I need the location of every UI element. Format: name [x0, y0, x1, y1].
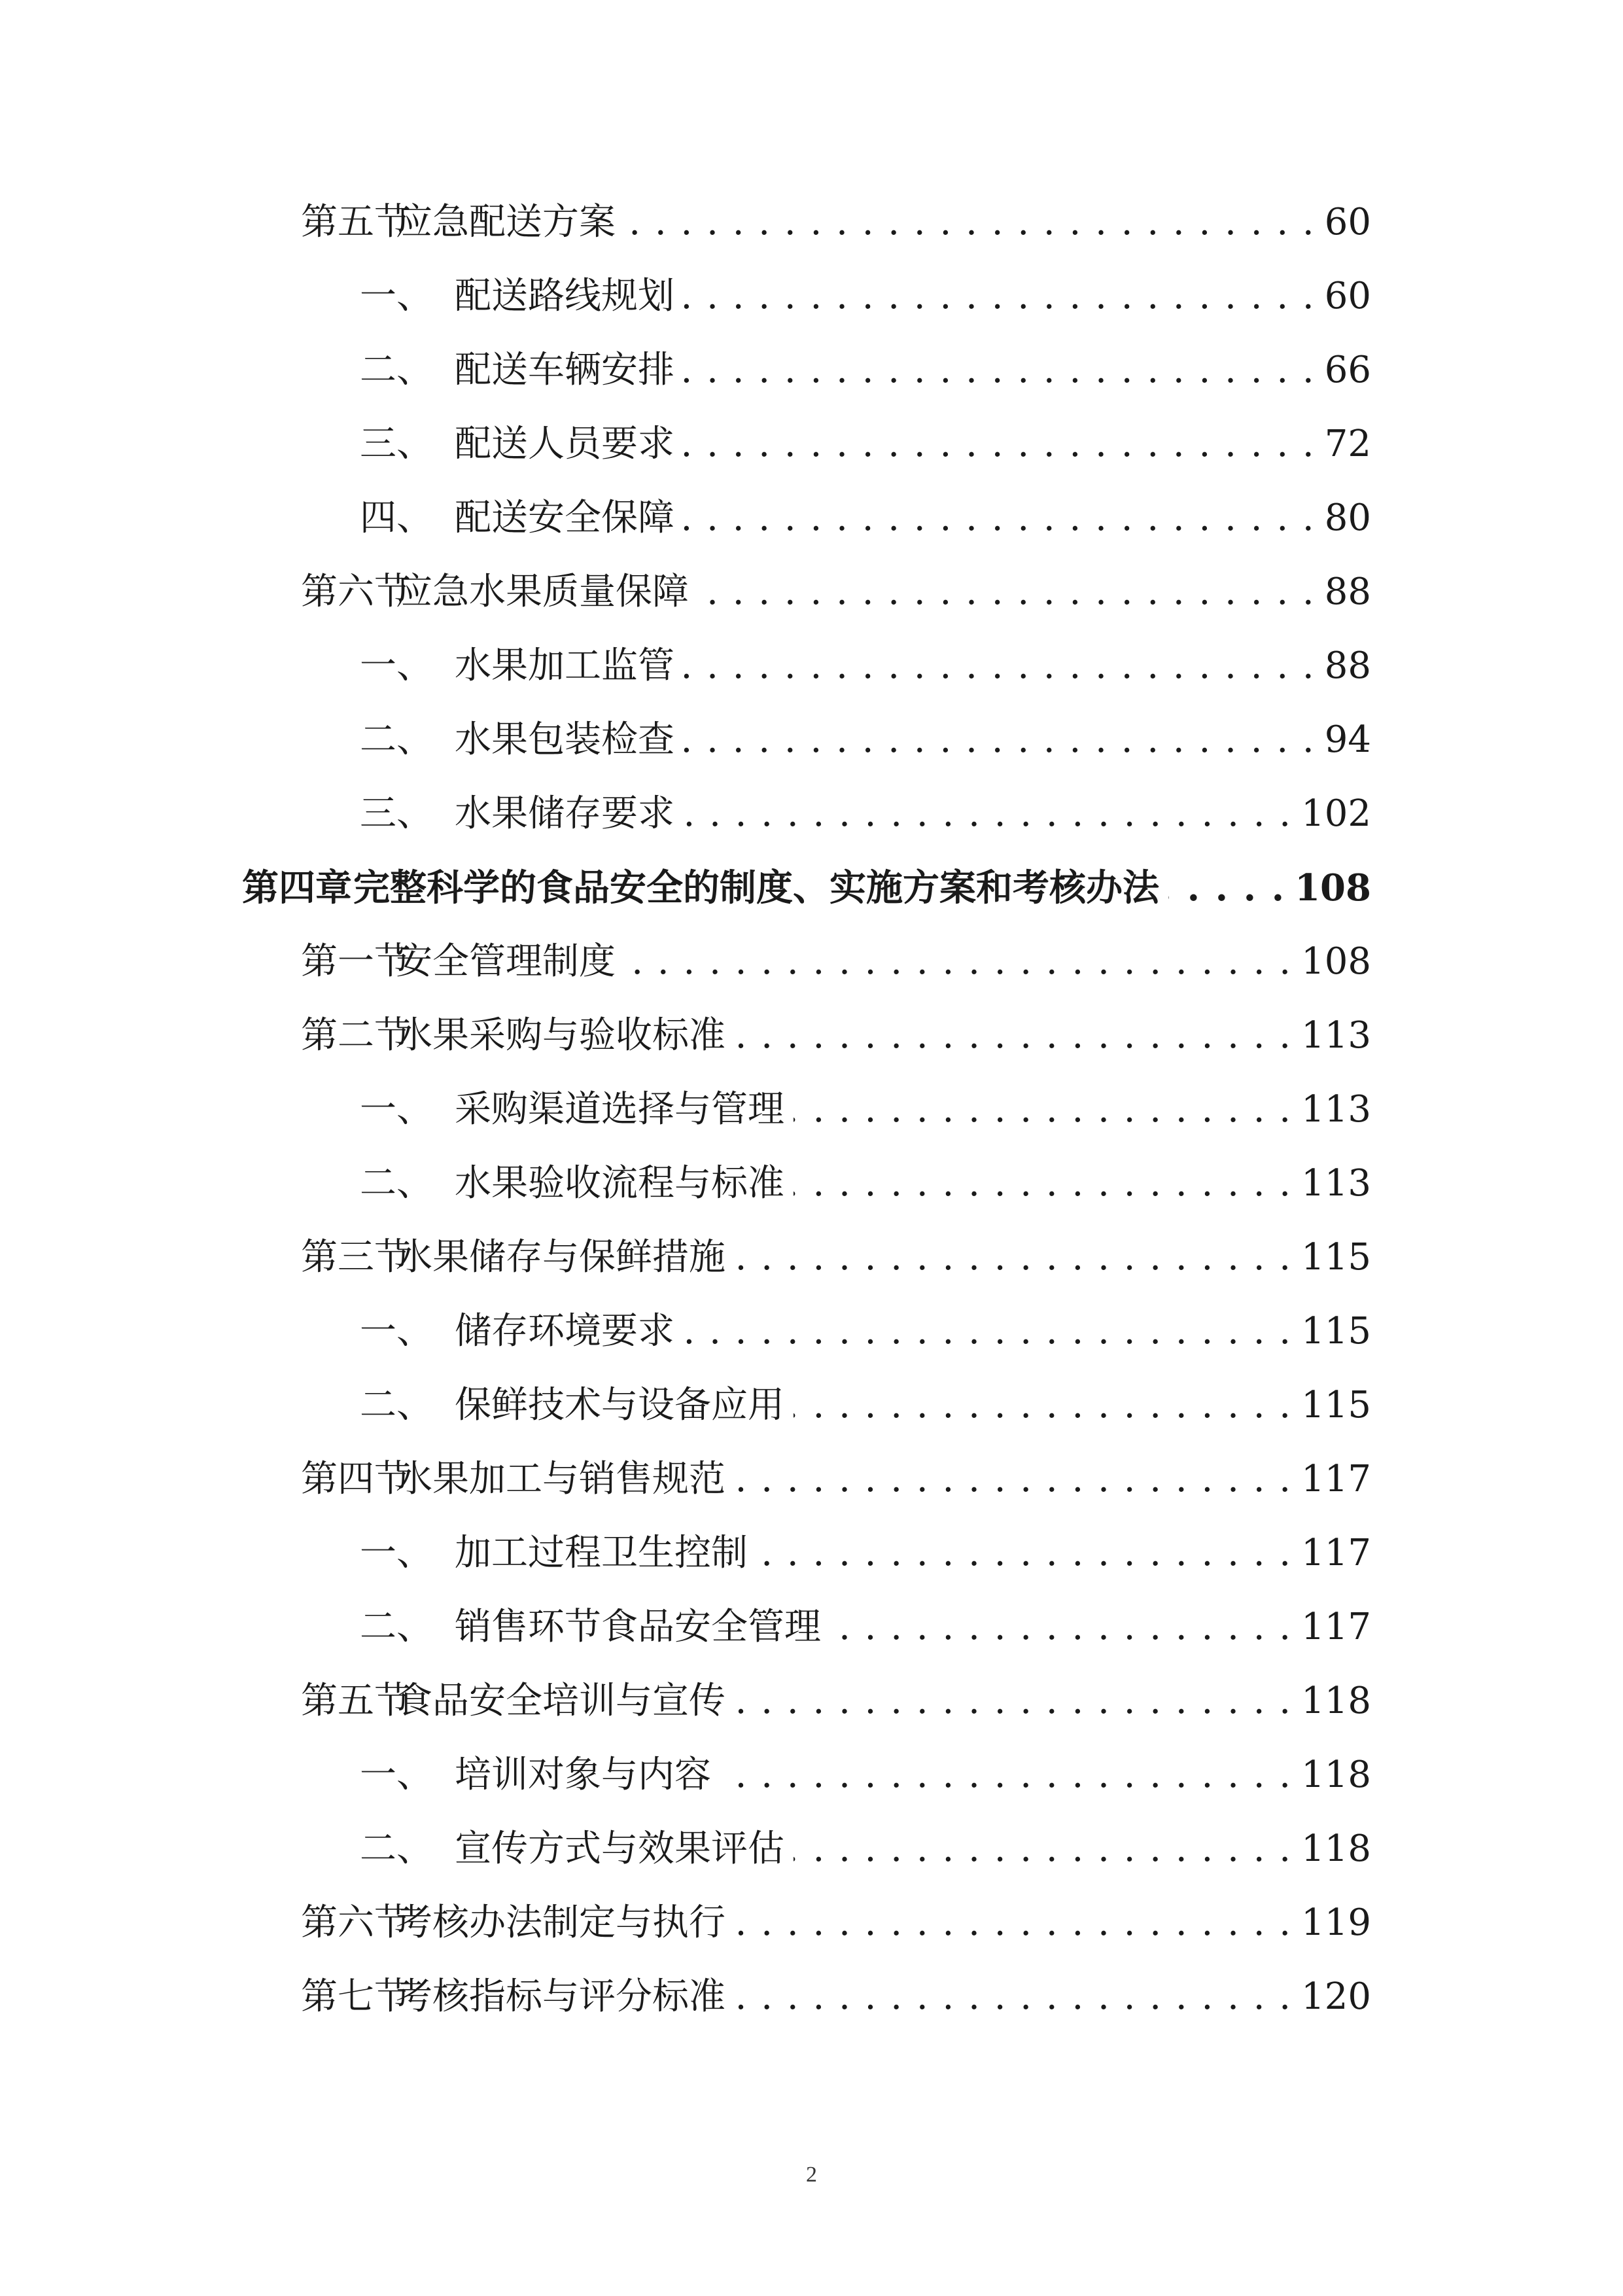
toc-entry-number: 一、 [360, 1754, 433, 1796]
dot-leader [625, 936, 1292, 988]
toc-entry-page: 72 [1324, 423, 1371, 465]
toc-entry-page: 60 [1324, 275, 1371, 317]
dot-leader [757, 1527, 1292, 1580]
toc-entry-page: 108 [1295, 866, 1371, 910]
dot-leader [684, 1305, 1292, 1358]
toc-entry[interactable] [360, 1823, 1371, 1875]
toc-entry-title: 采购渠道选择与管理 [455, 1088, 784, 1131]
toc-entry-number: 第五节 [301, 201, 411, 243]
toc-entry-title: 宣传方式与效果评估 [455, 1828, 784, 1870]
toc-entry-page: 117 [1301, 1532, 1371, 1574]
toc-chapter-entry[interactable] [242, 862, 1371, 914]
toc-entry[interactable] [360, 788, 1371, 840]
toc-entry-number: 第一节 [301, 940, 411, 983]
toc-entry-number: 二、 [360, 1606, 433, 1648]
toc-entry-number: 一、 [360, 1532, 433, 1574]
toc-entry-page: 102 [1301, 792, 1371, 835]
page-number: 2 [806, 2163, 817, 2187]
toc-entry-title: 完整科学的食品安全的制度、实施方案和考核办法 [353, 866, 1159, 910]
toc-entry-title: 水果加工与销售规范 [396, 1458, 725, 1500]
toc-entry-title: 安全管理制度 [396, 940, 616, 983]
toc-entry[interactable] [360, 1084, 1371, 1136]
toc-entry-title: 水果加工监管 [455, 645, 674, 687]
toc-entry-title: 水果验收流程与标准 [455, 1162, 784, 1205]
toc-entry-number: 第六节 [301, 571, 411, 613]
dot-leader [794, 1084, 1292, 1136]
toc-entry[interactable] [360, 1379, 1371, 1432]
toc-entry[interactable] [301, 1010, 1371, 1062]
toc-entry-page: 115 [1301, 1236, 1371, 1279]
toc-entry-number: 一、 [360, 645, 433, 687]
toc-entry-page: 88 [1324, 571, 1371, 613]
toc-entry[interactable] [301, 1897, 1371, 1949]
toc-entry-title: 考核办法制定与执行 [396, 1901, 725, 1944]
dot-leader [684, 788, 1292, 840]
dot-leader [1168, 862, 1285, 914]
toc-entry-page: 113 [1301, 1088, 1371, 1131]
dot-leader [735, 1897, 1292, 1949]
dot-leader [684, 640, 1316, 692]
toc-entry-page: 113 [1301, 1162, 1371, 1205]
toc-entry-number: 一、 [360, 275, 433, 317]
toc-entry-number: 第五节 [301, 1680, 411, 1722]
toc-entry-page: 66 [1324, 349, 1371, 391]
toc-entry-page: 119 [1301, 1901, 1371, 1944]
toc-entry[interactable] [360, 1749, 1371, 1801]
toc-entry-page: 118 [1301, 1754, 1371, 1796]
dot-leader [684, 344, 1316, 397]
dot-leader [735, 1971, 1292, 2023]
toc-entry-number: 第三节 [301, 1236, 411, 1279]
dot-leader [735, 1675, 1292, 1727]
toc-entry-page: 117 [1301, 1458, 1371, 1500]
toc-entry[interactable] [360, 1305, 1371, 1358]
toc-entry-number: 第七节 [301, 1975, 411, 2018]
toc-entry[interactable] [360, 1527, 1371, 1580]
dot-leader [684, 492, 1316, 544]
dot-leader [794, 1379, 1292, 1432]
toc-entry[interactable] [360, 640, 1371, 692]
dot-leader [830, 1601, 1292, 1653]
toc-entry[interactable] [301, 1675, 1371, 1727]
toc-entry[interactable] [301, 1453, 1371, 1506]
dot-leader [794, 1823, 1292, 1875]
toc-entry-title: 配送人员要求 [455, 423, 674, 465]
toc-entry-title: 考核指标与评分标准 [396, 1975, 725, 2018]
toc-entry-page: 117 [1301, 1606, 1371, 1648]
toc-entry[interactable] [301, 1231, 1371, 1284]
dot-leader [684, 418, 1316, 470]
toc-entry-number: 二、 [360, 1384, 433, 1426]
toc-entry-title: 食品安全培训与宣传 [396, 1680, 725, 1722]
dot-leader [735, 1453, 1292, 1506]
dot-leader [684, 714, 1316, 766]
toc-entry-number: 二、 [360, 1828, 433, 1870]
toc-entry[interactable] [360, 344, 1371, 397]
toc-entry[interactable] [301, 936, 1371, 988]
toc-entry[interactable] [360, 418, 1371, 470]
toc-entry-title: 培训对象与内容 [455, 1754, 711, 1796]
toc-entry[interactable] [301, 566, 1371, 618]
toc-entry[interactable] [360, 1157, 1371, 1210]
toc-entry-title: 水果储存要求 [455, 792, 674, 835]
toc-entry[interactable] [301, 196, 1371, 249]
toc-entry-page: 94 [1324, 718, 1371, 761]
toc-entry-title: 保鲜技术与设备应用 [455, 1384, 784, 1426]
dot-leader [720, 1749, 1292, 1801]
toc-entry-number: 一、 [360, 1310, 433, 1352]
toc-entry-number: 三、 [360, 423, 433, 465]
toc-entry-page: 115 [1301, 1310, 1371, 1352]
toc-entry-number: 四、 [360, 497, 433, 539]
toc-entry-number: 第六节 [301, 1901, 411, 1944]
toc-entry-title: 加工过程卫生控制 [455, 1532, 748, 1574]
toc-entry-number: 三、 [360, 792, 433, 835]
toc-entry[interactable] [301, 1971, 1371, 2023]
toc-entry-page: 113 [1301, 1014, 1371, 1057]
toc-entry-title: 配送安全保障 [455, 497, 674, 539]
toc-entry[interactable] [360, 1601, 1371, 1653]
toc-entry-title: 水果包装检查 [455, 718, 674, 761]
toc-entry-page: 115 [1301, 1384, 1371, 1426]
dot-leader [684, 270, 1316, 323]
dot-leader [625, 196, 1316, 249]
toc-entry[interactable] [360, 492, 1371, 544]
dot-leader [735, 1231, 1292, 1284]
toc-entry-number: 二、 [360, 718, 433, 761]
toc-entry-page: 60 [1324, 201, 1371, 243]
toc-entry-title: 销售环节食品安全管理 [455, 1606, 821, 1648]
toc-entry-title: 应急水果质量保障 [396, 571, 689, 613]
toc-entry-title: 应急配送方案 [396, 201, 616, 243]
toc-entry-number: 第四章 [242, 866, 352, 910]
toc-entry-title: 水果采购与验收标准 [396, 1014, 725, 1057]
dot-leader [735, 1010, 1292, 1062]
toc-entry-page: 120 [1301, 1975, 1371, 2018]
toc-entry-number: 二、 [360, 349, 433, 391]
toc-entry-title: 水果储存与保鲜措施 [396, 1236, 725, 1279]
toc-entry-page: 80 [1324, 497, 1371, 539]
dot-leader [794, 1157, 1292, 1210]
toc-entry[interactable] [360, 714, 1371, 766]
toc-entry-title: 配送车辆安排 [455, 349, 674, 391]
toc-entry-page: 118 [1301, 1828, 1371, 1870]
toc-entry-number: 一、 [360, 1088, 433, 1131]
toc-entry[interactable] [360, 270, 1371, 323]
toc-entry-page: 118 [1301, 1680, 1371, 1722]
toc-entry-number: 第四节 [301, 1458, 411, 1500]
toc-entry-title: 配送路线规划 [455, 275, 674, 317]
toc-entry-page: 108 [1301, 940, 1371, 983]
toc-entry-number: 二、 [360, 1162, 433, 1205]
toc-entry-page: 88 [1324, 645, 1371, 687]
dot-leader [698, 566, 1316, 618]
toc-entry-title: 储存环境要求 [455, 1310, 674, 1352]
toc-entry-number: 第二节 [301, 1014, 411, 1057]
